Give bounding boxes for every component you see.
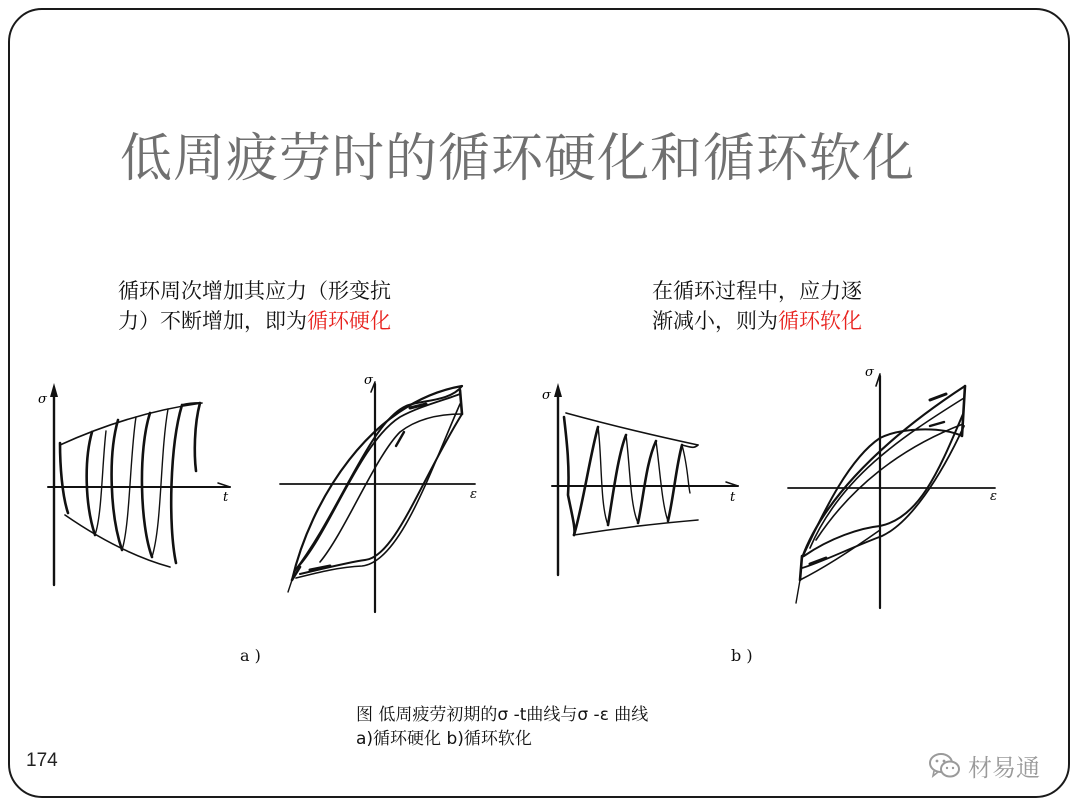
- figure-caption-line2: a)循环硬化 b)循环软化: [356, 729, 532, 749]
- sigma-label-a1: σ: [38, 392, 47, 407]
- highlight-cyclic-hardening: 循环硬化: [307, 309, 391, 333]
- t-label-a: t: [223, 490, 229, 505]
- lower-envelope: [65, 515, 170, 567]
- description-softening-prefix: 渐减小，则为: [652, 309, 778, 333]
- sigma-label-a2: σ: [364, 373, 373, 388]
- watermark: [928, 748, 1040, 783]
- upper-envelope: [566, 413, 698, 445]
- wechat-icon: [928, 752, 962, 780]
- diagram-b-sigma-epsilon: [780, 358, 1010, 616]
- slide-title: 低周疲劳时的循环硬化和循环软化: [120, 129, 916, 189]
- description-hardening: [118, 276, 448, 336]
- sigma-label-b1: σ: [542, 388, 551, 403]
- epsilon-label-a: ε: [470, 487, 477, 502]
- description-hardening-line1: 循环周次增加其应力（形变抗: [118, 279, 391, 303]
- hysteresis-loop-outer-down: [294, 386, 462, 572]
- diagram-b-sigma-t: [538, 375, 753, 580]
- description-softening-line1: 在循环过程中，应力逐: [652, 279, 862, 303]
- figure-label-a: a ): [240, 646, 261, 665]
- description-hardening-prefix: 力）不断增加，即为: [118, 309, 307, 333]
- t-label-b: t: [730, 490, 736, 505]
- page-number: 174: [26, 750, 58, 771]
- sigma-axis-arrow: [554, 383, 562, 397]
- figure-caption: [356, 703, 648, 751]
- hysteresis-loop-outer-up: [292, 386, 462, 580]
- highlight-cyclic-softening: 循环软化: [778, 309, 862, 333]
- diagram-a-sigma-epsilon: [270, 362, 490, 620]
- epsilon-label-b: ε: [990, 489, 997, 504]
- figure-label-b: b ): [731, 646, 753, 665]
- sigma-axis-arrow: [50, 383, 58, 397]
- description-softening-line2: [652, 306, 912, 336]
- sigma-label-b2: σ: [865, 365, 874, 380]
- figure-caption-line1: 图 低周疲劳初期的σ -t曲线与σ -ε 曲线: [356, 705, 649, 725]
- watermark-text: 材易通: [968, 754, 1040, 782]
- lower-envelope: [574, 520, 698, 535]
- description-softening: [652, 276, 912, 336]
- description-hardening-line2: [118, 306, 448, 336]
- diagram-a-sigma-t: [30, 375, 245, 595]
